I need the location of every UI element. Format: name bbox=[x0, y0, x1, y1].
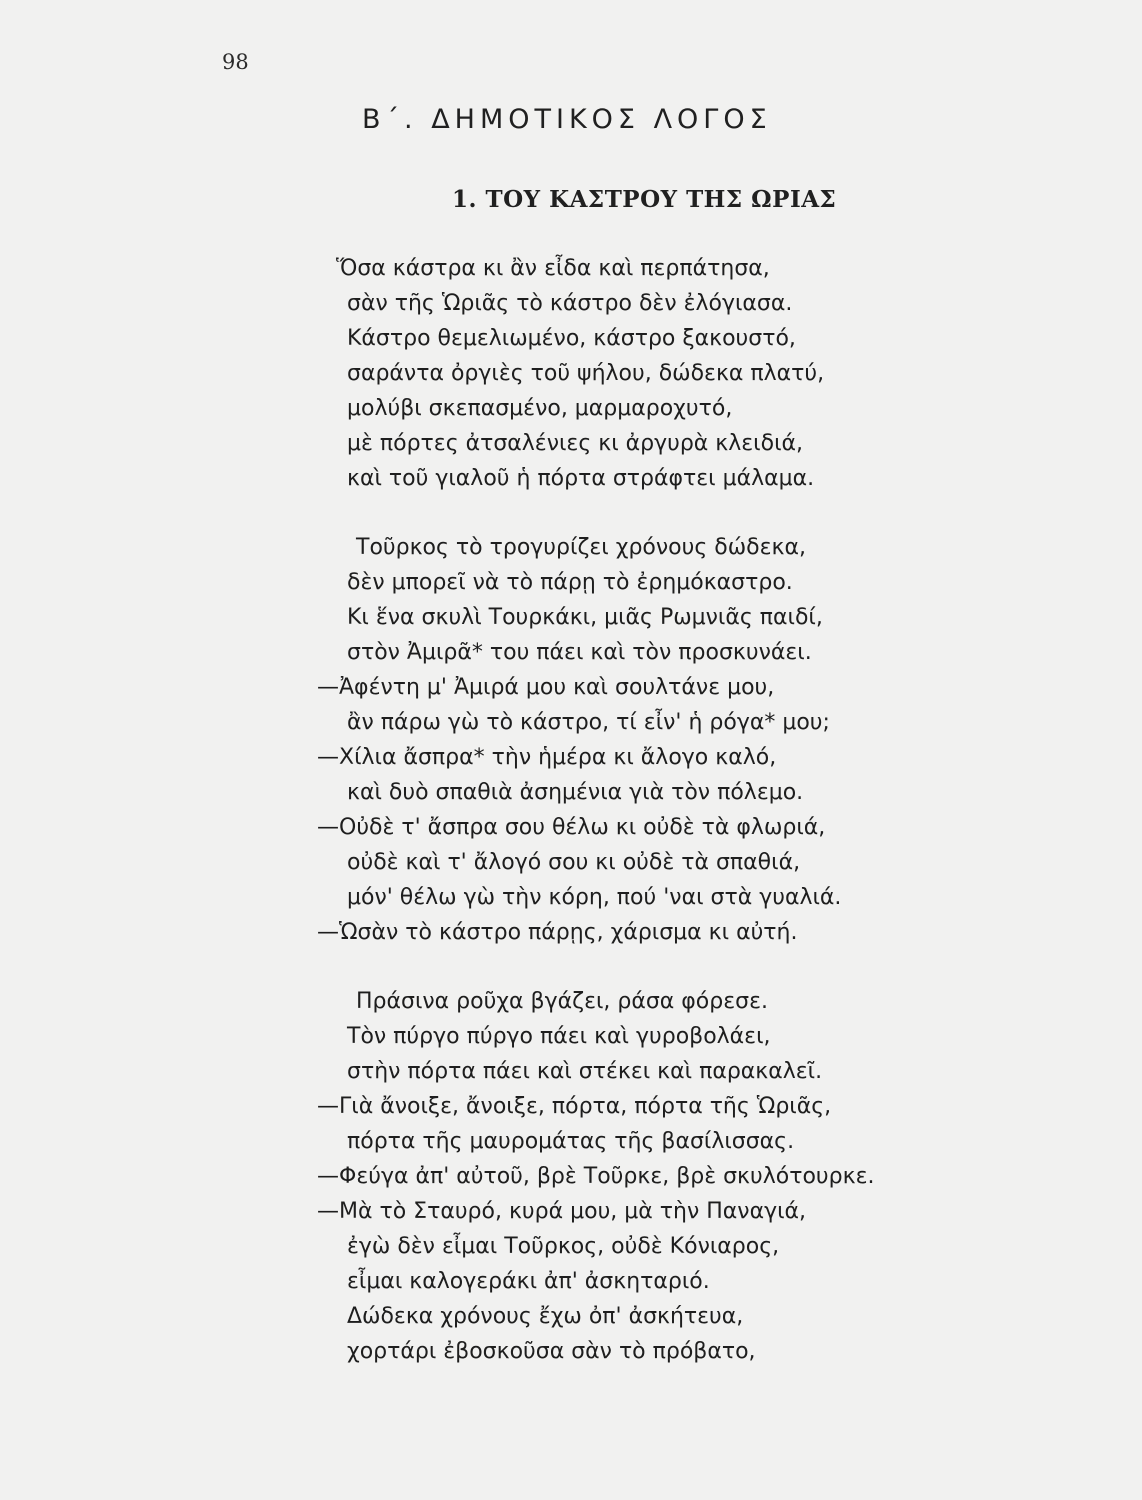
verse-line: Πράσινα ροῦχα βγάζει, ράσα φόρεσε. bbox=[356, 989, 768, 1014]
verse-line: Τὸν πύργο πύργο πάει καὶ γυροβολάει, bbox=[347, 1024, 771, 1049]
verse-line: δὲν μπορεῖ νὰ τὸ πάρῃ τὸ ἐρημόκαστρο. bbox=[347, 570, 793, 595]
poem-title: 1. ΤΟΥ ΚΑΣΤΡΟΥ ΤΗΣ ΩΡΙΑΣ bbox=[452, 186, 837, 213]
verse-line: Κι ἕνα σκυλὶ Τουρκάκι, μιᾶς Ρωμνιᾶς παιδί, bbox=[347, 605, 823, 630]
verse-line: —Ἀφέντη μ' Ἀμιρά μου καὶ σουλτάνε μου, bbox=[317, 675, 775, 700]
verse-line: ἐγὼ δὲν εἶμαι Τοῦρκος, οὐδὲ Κόνιαρος, bbox=[347, 1234, 780, 1259]
verse-line: —Μὰ τὸ Σταυρό, κυρά μου, μὰ τὴν Παναγιά, bbox=[317, 1199, 807, 1224]
verse-line: οὐδὲ καὶ τ' ἄλογό σου κι οὐδὲ τὰ σπαθιά, bbox=[347, 850, 801, 875]
verse-line: Τοῦρκος τὸ τρογυρίζει χρόνους δώδεκα, bbox=[356, 535, 806, 560]
verse-line: μόν' θέλω γὼ τὴν κόρη, πού 'ναι στὰ γυαλιά. bbox=[347, 885, 842, 910]
verse-line: καὶ τοῦ γιαλοῦ ἡ πόρτα στράφτει μάλαμα. bbox=[347, 466, 815, 491]
section-title: Β΄. ΔΗΜΟΤΙΚΟΣ ΛΟΓΟΣ bbox=[362, 104, 772, 135]
verse-line: —Ὡσὰν τὸ κάστρο πάρῃς, χάρισμα κι αὐτή. bbox=[317, 920, 798, 945]
verse-line: —Οὐδὲ τ' ἄσπρα σου θέλω κι οὐδὲ τὰ φλωριά, bbox=[317, 815, 826, 840]
verse-line: εἶμαι καλογεράκι ἀπ' ἀσκηταριό. bbox=[347, 1269, 710, 1294]
verse-line: χορτάρι ἐβοσκοῦσα σὰν τὸ πρόβατο, bbox=[347, 1339, 756, 1364]
verse-line: μὲ πόρτες ἀτσαλένιες κι ἀργυρὰ κλειδιά, bbox=[347, 431, 804, 456]
verse-line: καὶ δυὸ σπαθιὰ ἀσημένια γιὰ τὸν πόλεμο. bbox=[347, 780, 804, 805]
verse-line: πόρτα τῆς μαυρομάτας τῆς βασίλισσας. bbox=[347, 1129, 795, 1154]
verse-line: —Χίλια ἄσπρα* τὴν ἡμέρα κι ἄλογο καλό, bbox=[317, 745, 777, 770]
verse-line: στὴν πόρτα πάει καὶ στέκει καὶ παρακαλεῖ. bbox=[347, 1059, 823, 1084]
verse-line: —Φεύγα ἀπ' αὐτοῦ, βρὲ Τοῦρκε, βρὲ σκυλότουρκε. bbox=[317, 1164, 875, 1189]
verse-line: μολύβι σκεπασμένο, μαρμαροχυτό, bbox=[347, 396, 733, 421]
verse-line: —Γιὰ ἄνοιξε, ἄνοιξε, πόρτα, πόρτα τῆς Ὡριᾶς, bbox=[317, 1094, 832, 1119]
verse-line: στὸν Ἀμιρᾶ* του πάει καὶ τὸν προσκυνάει. bbox=[347, 640, 812, 665]
verse-line: Δώδεκα χρόνους ἔχω ὀπ' ἀσκήτευα, bbox=[347, 1304, 744, 1329]
verse-line: σαράντα ὀργιὲς τοῦ ψήλου, δώδεκα πλατύ, bbox=[347, 361, 825, 386]
verse-line: Ὅσα κάστρα κι ἂν εἶδα καὶ περπάτησα, bbox=[336, 256, 770, 281]
page-number: 98 bbox=[222, 50, 249, 74]
verse-line: σὰν τῆς Ὡριᾶς τὸ κάστρο δὲν ἐλόγιασα. bbox=[347, 291, 793, 316]
verse-line: Κάστρο θεμελιωμένο, κάστρο ξακουστό, bbox=[347, 326, 796, 351]
verse-line: ἂν πάρω γὼ τὸ κάστρο, τί εἶν' ἡ ρόγα* μου; bbox=[347, 710, 830, 735]
